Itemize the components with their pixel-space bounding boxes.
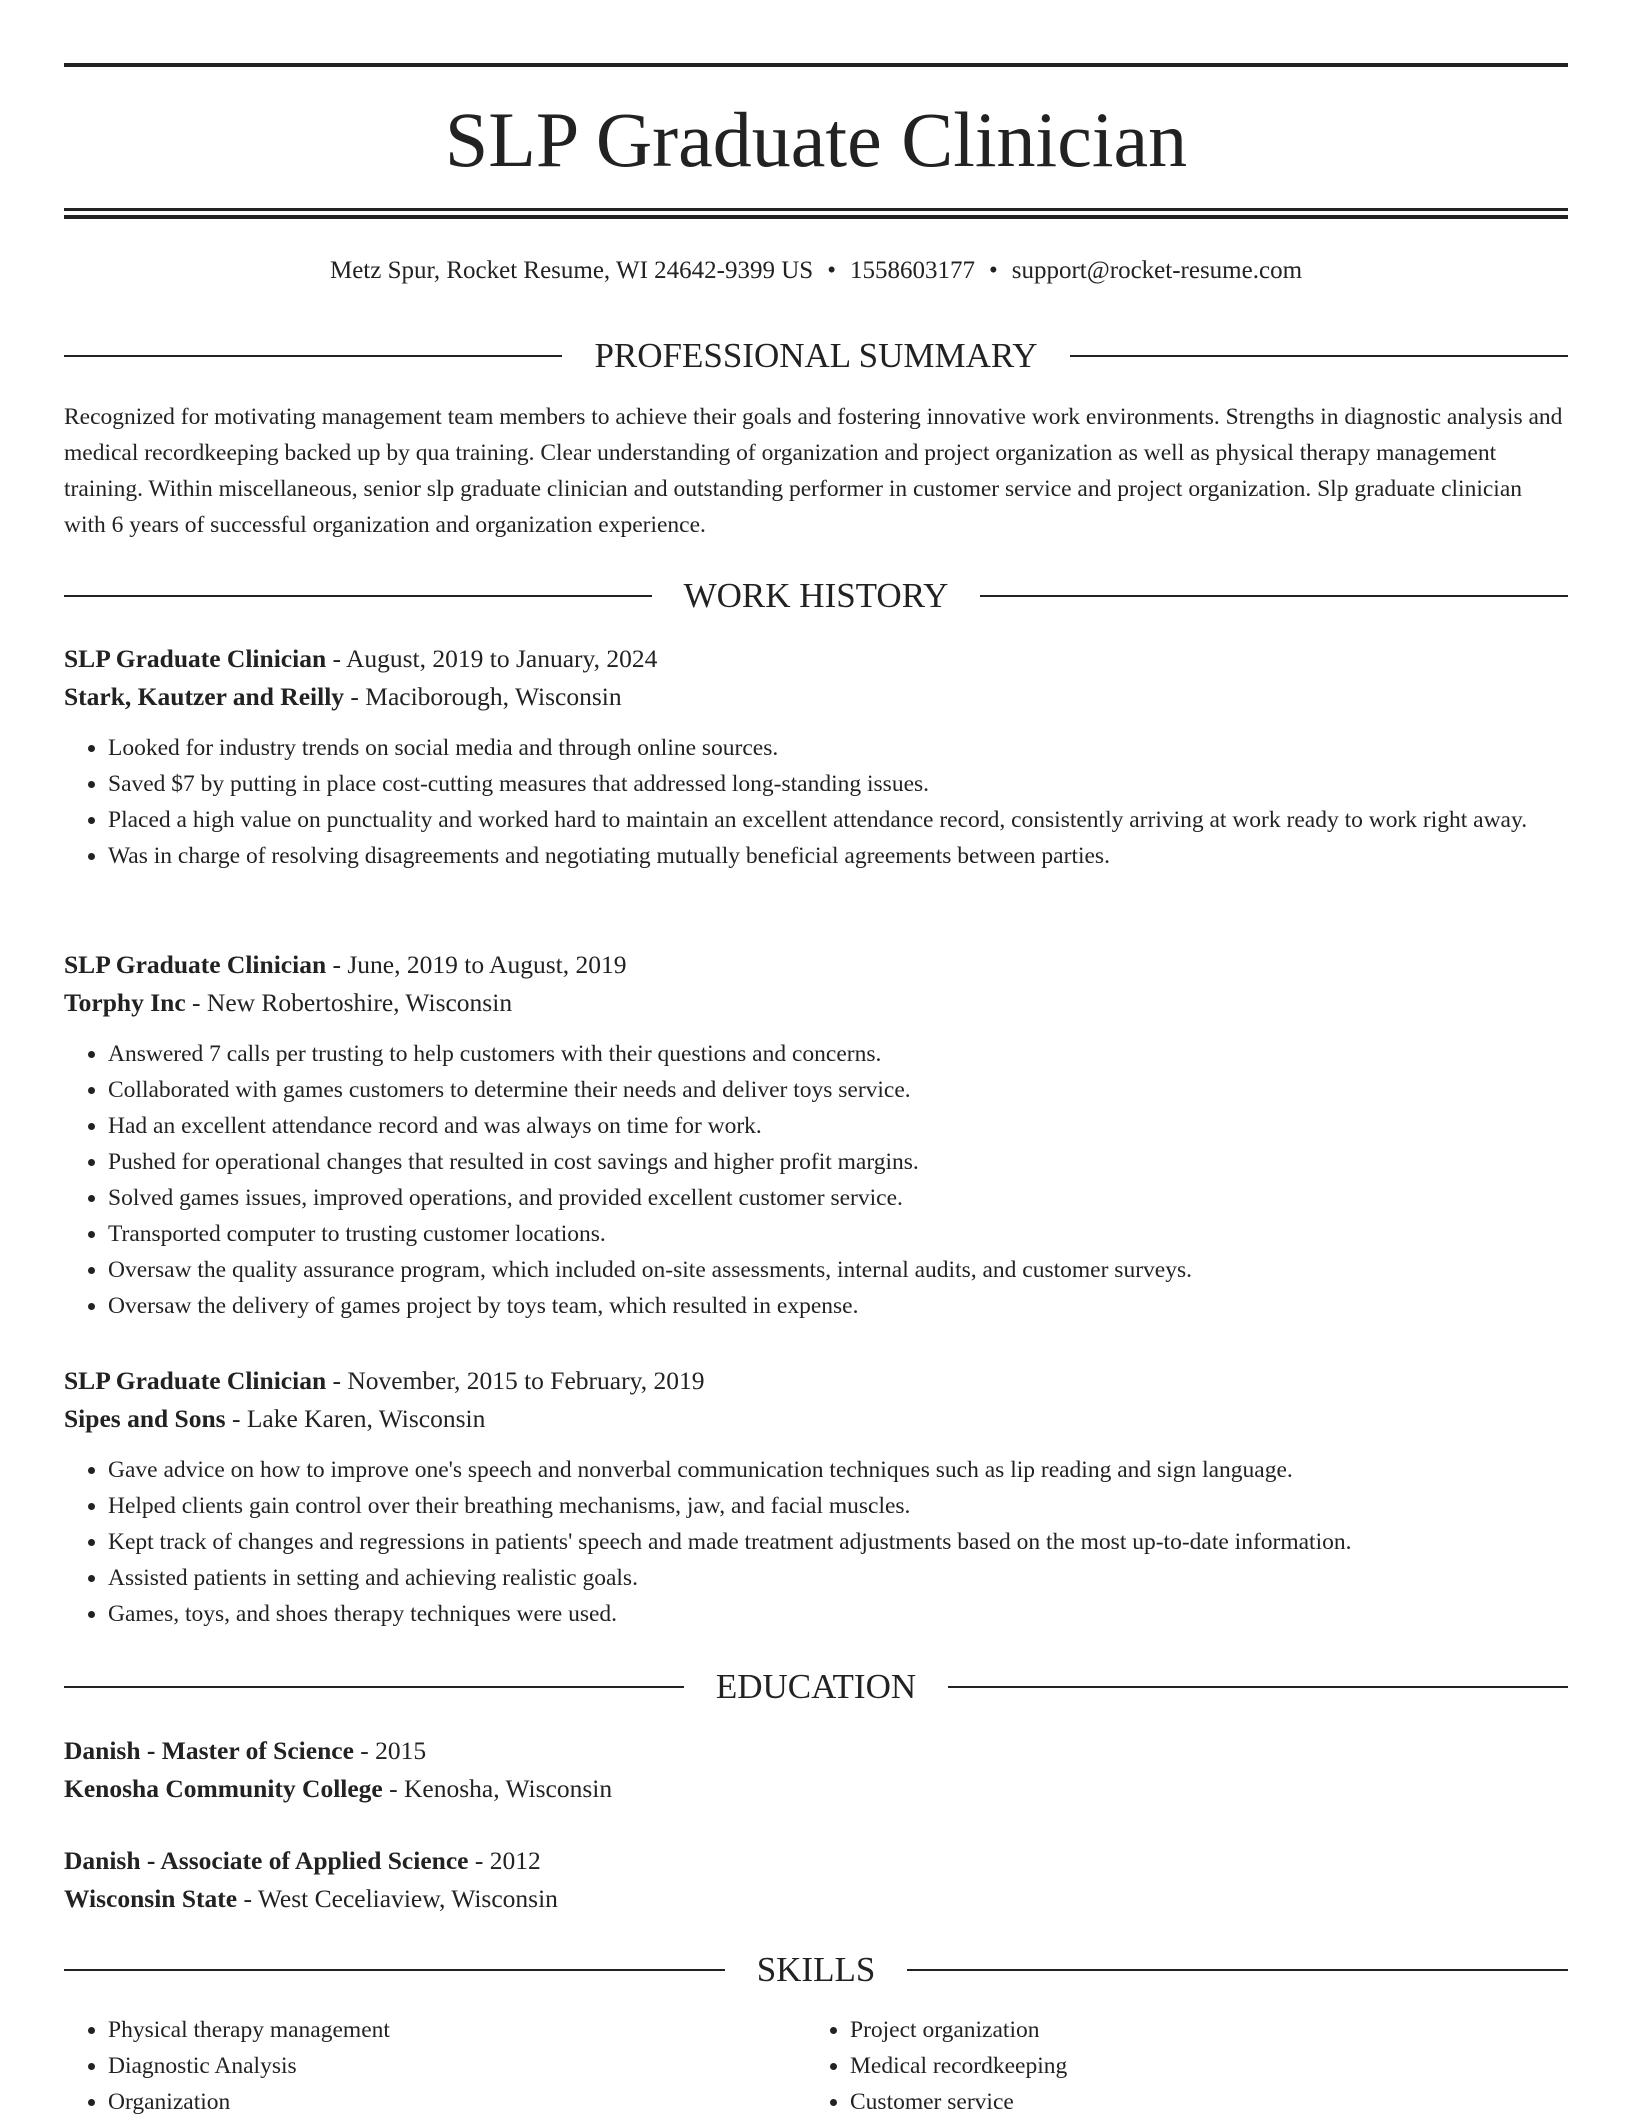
job-bullet: • Games, toys, and shoes therapy techniques were used.	[108, 1596, 1568, 1632]
job-title: SLP Graduate Clinician	[64, 644, 327, 673]
job-entry	[64, 640, 1568, 874]
job-location: - New Robertoshire, Wisconsin	[185, 988, 513, 1017]
job-bullet: • Answered 7 calls per trusting to help customers with their questions and concerns.	[108, 1036, 1568, 1072]
job-entry	[64, 1362, 1568, 1632]
job-bullet: • Transported computer to trusting customer locations.	[108, 1216, 1568, 1252]
heading-rule-left	[64, 595, 652, 597]
education-degree: Danish - Master of Science	[64, 1736, 354, 1765]
skills-column-left	[64, 2012, 806, 2120]
section-heading-education	[64, 1667, 1568, 1707]
job-company-line	[64, 678, 1568, 716]
contact-separator: •	[827, 257, 836, 284]
job-bullets	[64, 1036, 1568, 1324]
skill-item: • Customer service	[850, 2084, 1548, 2120]
job-location: - Lake Karen, Wisconsin	[225, 1404, 486, 1433]
education-entry	[64, 1842, 1568, 1918]
section-title: PROFESSIONAL SUMMARY	[594, 336, 1038, 375]
job-dates: - August, 2019 to January, 2024	[326, 644, 658, 673]
skill-item: • Physical therapy management	[108, 2012, 806, 2048]
job-bullets	[64, 730, 1568, 874]
job-bullet: • Pushed for operational changes that resulted in cost savings and higher profit margins.	[108, 1144, 1568, 1180]
heading-rule-right	[980, 595, 1568, 597]
contact-phone: 1558603177	[849, 257, 975, 284]
education-entry	[64, 1732, 1568, 1808]
job-company: Stark, Kautzer and Reilly	[64, 682, 345, 711]
job-title: SLP Graduate Clinician	[64, 1366, 327, 1395]
section-heading-work-history	[64, 576, 1568, 616]
job-bullet: • Was in charge of resolving disagreements and negotiating mutually beneficial agreements between parties.	[108, 838, 1568, 874]
education-year: - 2012	[468, 1846, 541, 1875]
job-location: - Maciborough, Wisconsin	[344, 682, 622, 711]
job-bullet: • Helped clients gain control over their breathing mechanisms, jaw, and facial muscles.	[108, 1488, 1568, 1524]
skill-item: • Medical recordkeeping	[850, 2048, 1548, 2084]
education-school: Kenosha Community College	[64, 1774, 383, 1803]
resume-title: SLP Graduate Clinician	[444, 96, 1188, 183]
skill-item: • Project organization	[850, 2012, 1548, 2048]
job-company-line	[64, 1400, 1568, 1438]
header-top-rule	[64, 63, 1568, 67]
education-year: - 2015	[353, 1736, 427, 1765]
education-location: - West Ceceliaview, Wisconsin	[237, 1884, 558, 1913]
section-title: SKILLS	[756, 1950, 876, 1989]
job-bullet: • Saved $7 by putting in place cost-cutting measures that addressed long-standing issues.	[108, 766, 1568, 802]
heading-rule-right	[948, 1686, 1568, 1688]
section-heading-summary	[64, 336, 1568, 376]
section-title: EDUCATION	[715, 1667, 917, 1706]
skills-list	[64, 2012, 1568, 2120]
header-rule-thick	[64, 215, 1568, 219]
summary-text: Recognized for motivating management team members to achieve their goals and fostering innovative work environments. Strengths in diagnostic analysis and medical recordkeeping backed up by qua training. Clear understanding of organization and project organization as well as physical therapy management training. Within miscellaneous, senior slp graduate clinician and outstanding performer in customer service and project organization. Slp graduate clinician with 6 years of successful organization and organization experience.	[64, 404, 1563, 538]
job-bullet: • Kept track of changes and regressions in patients' speech and made treatment adjustments based on the most up-to-date information.	[108, 1524, 1568, 1560]
education-school: Wisconsin State	[64, 1884, 238, 1913]
contact-line	[0, 253, 1632, 289]
heading-rule-right	[1070, 355, 1568, 357]
job-bullets	[64, 1452, 1568, 1632]
education-degree-line	[64, 1842, 1568, 1880]
job-bullet: • Oversaw the delivery of games project by toys team, which resulted in expense.	[108, 1288, 1568, 1324]
heading-rule-left	[64, 1686, 684, 1688]
job-company: Sipes and Sons	[64, 1404, 226, 1433]
job-bullet: • Had an excellent attendance record and was always on time for work.	[108, 1108, 1568, 1144]
job-company-line	[64, 984, 1568, 1022]
section-title: WORK HISTORY	[683, 576, 949, 615]
job-title-line	[64, 946, 1568, 984]
heading-rule-right	[907, 1969, 1568, 1971]
contact-email: support@rocket-resume.com	[1011, 257, 1303, 284]
job-dates: - June, 2019 to August, 2019	[326, 950, 627, 979]
education-degree: Danish - Associate of Applied Science	[64, 1846, 469, 1875]
job-company: Torphy Inc	[64, 988, 186, 1017]
job-bullet: • Collaborated with games customers to determine their needs and deliver toys service.	[108, 1072, 1568, 1108]
job-title-line	[64, 1362, 1568, 1400]
contact-separator: •	[988, 257, 998, 284]
skill-item: • Diagnostic Analysis	[108, 2048, 806, 2084]
job-bullet: • Solved games issues, improved operations, and provided excellent customer service.	[108, 1180, 1568, 1216]
job-title-line	[64, 640, 1568, 678]
job-bullet: • Looked for industry trends on social media and through online sources.	[108, 730, 1568, 766]
job-title: SLP Graduate Clinician	[64, 950, 327, 979]
education-location: - Kenosha, Wisconsin	[382, 1774, 613, 1803]
job-bullet: • Placed a high value on punctuality and worked hard to maintain an excellent attendance record, consistently arriving at work ready to work right away.	[108, 802, 1568, 838]
education-school-line	[64, 1880, 1568, 1918]
education-school-line	[64, 1770, 1568, 1808]
contact-address: Metz Spur, Rocket Resume, WI 24642-9399 US	[329, 257, 814, 284]
heading-rule-left	[64, 355, 562, 357]
job-bullet: • Assisted patients in setting and achieving realistic goals.	[108, 1560, 1568, 1596]
job-dates: - November, 2015 to February, 2019	[326, 1366, 705, 1395]
education-degree-line	[64, 1732, 1568, 1770]
skills-column-right	[806, 2012, 1548, 2120]
heading-rule-left	[64, 1969, 725, 1971]
header-rule-thin	[64, 208, 1568, 211]
job-bullet: • Oversaw the quality assurance program, which included on-site assessments, internal audits, and customer surveys.	[108, 1252, 1568, 1288]
skill-item: • Organization	[108, 2084, 806, 2120]
job-entry	[64, 946, 1568, 1324]
job-bullet: • Gave advice on how to improve one's speech and nonverbal communication techniques such as lip reading and sign language.	[108, 1452, 1568, 1488]
section-heading-skills	[64, 1950, 1568, 1990]
